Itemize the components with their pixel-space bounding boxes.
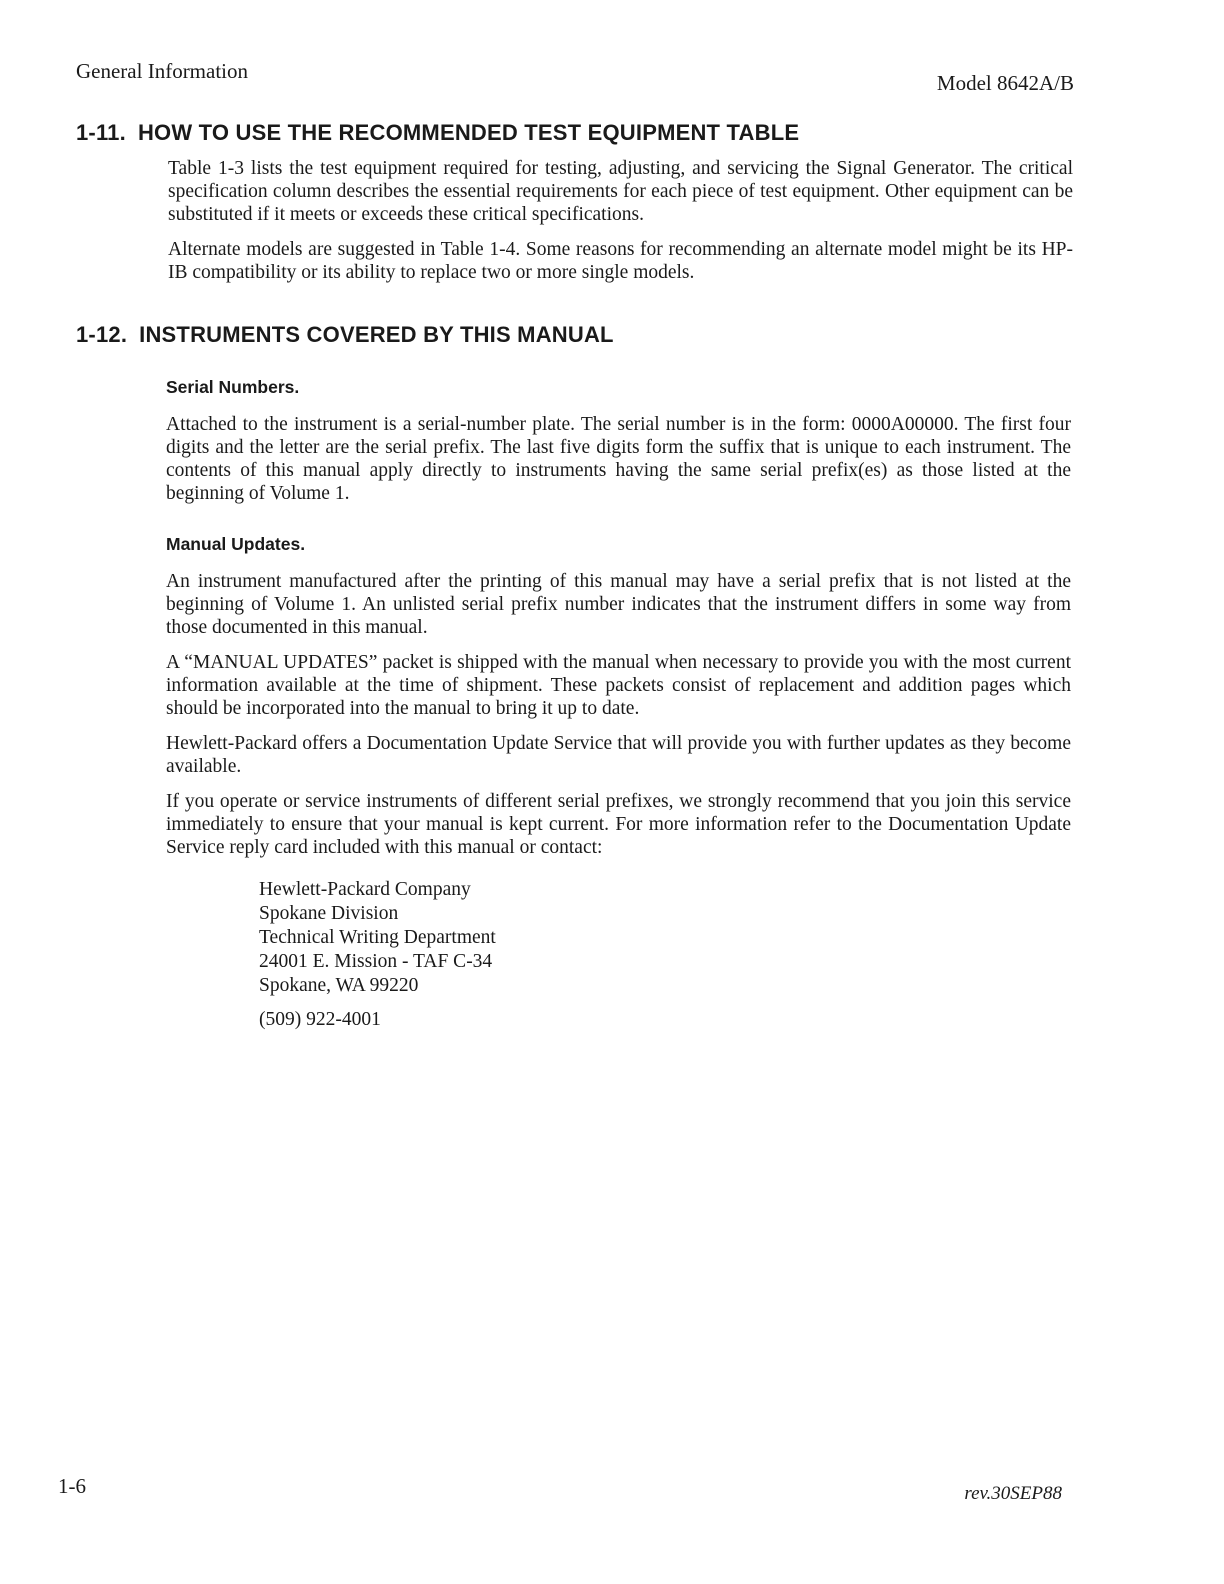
address-line: Spokane Division: [259, 903, 399, 924]
address-line: Spokane, WA 99220: [259, 975, 419, 996]
manual-updates-subheading: Manual Updates.: [166, 534, 306, 554]
serial-numbers-subheading: Serial Numbers.: [166, 377, 300, 397]
section-1-11-heading: [76, 120, 799, 146]
contact-phone: (509) 922-4001: [259, 1009, 381, 1030]
paragraph: A “MANUAL UPDATES” packet is shipped with the manual when necessary to provide you with the most current information available at the time of shipment. These packets consist of replacement and addition pages which should be incorporated into the manual to bring it up to date.: [166, 652, 1071, 719]
page-number: 1-6: [58, 1474, 86, 1498]
paragraph: If you operate or service instruments of different serial prefixes, we strongly recommend that you join this service immediately to ensure that your manual is kept current. For more information refer to the Documentation Update Service reply card included with this manual or contact:: [166, 791, 1071, 858]
header-model-label: Model 8642A/B: [936, 71, 1074, 95]
address-line: Technical Writing Department: [259, 927, 496, 948]
manual-updates-body: [166, 570, 1071, 871]
section-1-12-number: 1-12.: [76, 322, 128, 347]
header-section-label: General Information: [76, 59, 249, 83]
paragraph: Table 1-3 lists the test equipment required for testing, adjusting, and servicing the Signal Generator. The critical specification column describes the essential requirements for each piece of test equipment. Other equipment can be substituted if it meets or exceeds these critical specifications.: [168, 158, 1073, 225]
contact-address: [259, 878, 496, 998]
paragraph: Attached to the instrument is a serial-number plate. The serial number is in the form: 0000A00000. The first four digits and the letter are the serial prefix. The last five digits form the suffix that is unique to each instrument. The contents of this manual apply directly to instruments having the same serial prefix(es) as those listed at the beginning of Volume 1.: [166, 414, 1071, 504]
address-line: 24001 E. Mission - TAF C-34: [259, 951, 493, 972]
section-1-11-body: [168, 157, 1073, 296]
section-1-12-heading: [76, 322, 614, 348]
address-line: Hewlett-Packard Company: [259, 879, 471, 900]
paragraph: Hewlett-Packard offers a Documentation Update Service that will provide you with further updates as they become available.: [166, 733, 1071, 777]
section-1-12-title: INSTRUMENTS COVERED BY THIS MANUAL: [139, 322, 614, 347]
section-1-11-title: HOW TO USE THE RECOMMENDED TEST EQUIPMENT TABLE: [137, 120, 800, 145]
serial-numbers-body: [166, 413, 1071, 517]
paragraph: An instrument manufactured after the printing of this manual may have a serial prefix that is not listed at the beginning of Volume 1. An unlisted serial prefix number indicates that the instrument differs in some way from those documented in this manual.: [166, 571, 1071, 638]
paragraph: Alternate models are suggested in Table 1-4. Some reasons for recommending an alternate model might be its HP-IB compatibility or its ability to replace two or more single models.: [168, 239, 1073, 283]
section-1-11-number: 1-11.: [76, 120, 126, 145]
revision-label: rev.30SEP88: [964, 1483, 1062, 1504]
